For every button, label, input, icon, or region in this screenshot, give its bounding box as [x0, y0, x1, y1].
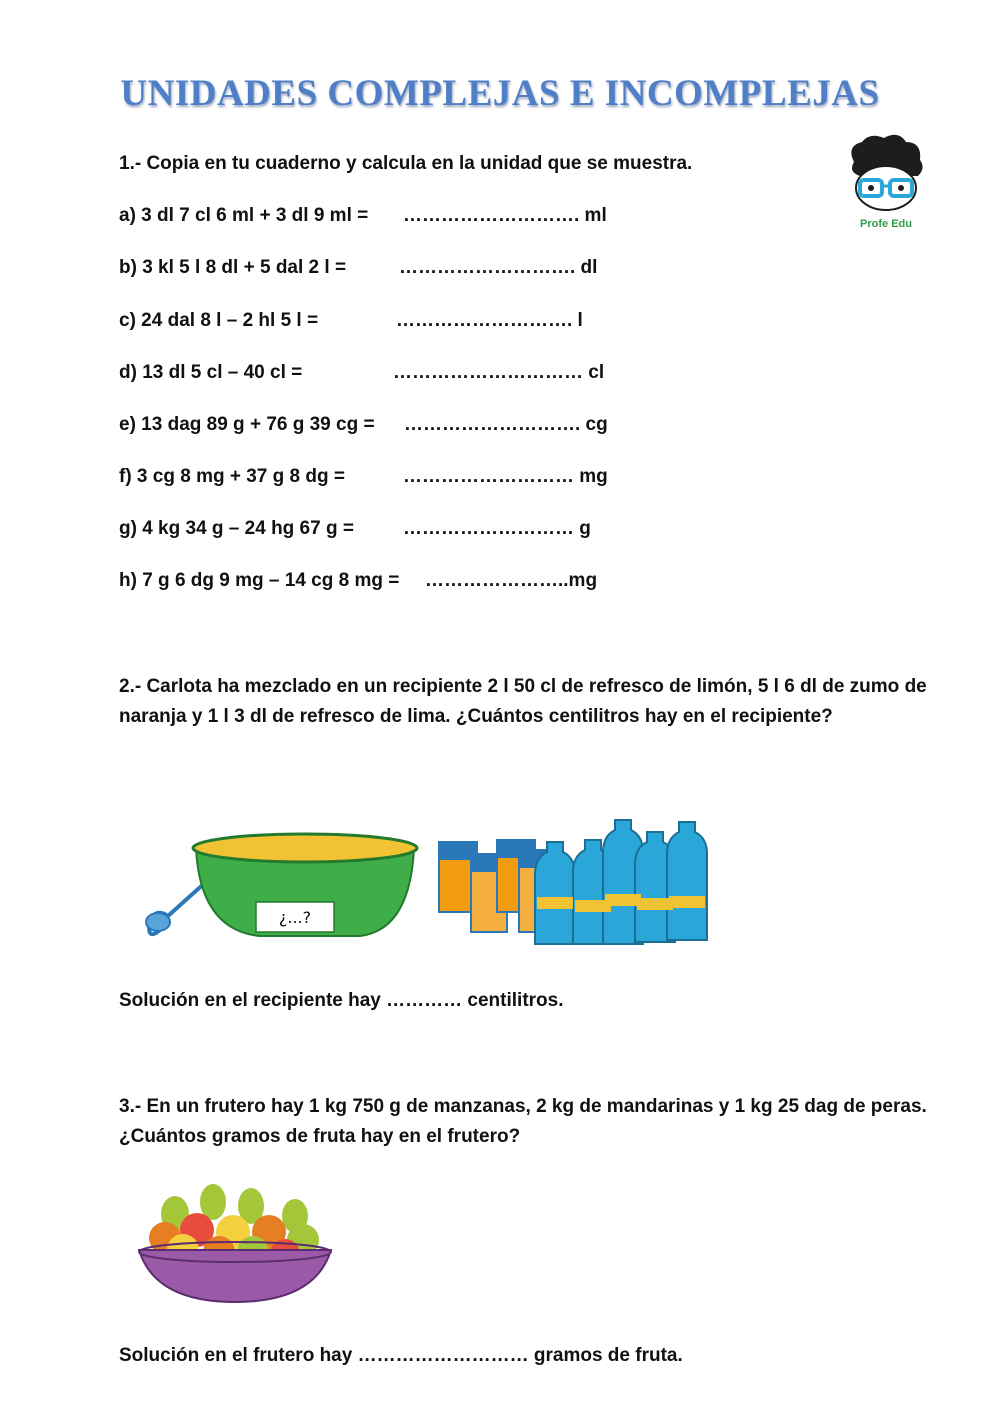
- exercise-e-expression: e) 13 dag 89 g + 76 g 39 cg =: [119, 414, 375, 435]
- logo-label: Profe Edu: [860, 218, 912, 230]
- fruit-bowl-illustration: [135, 1180, 335, 1305]
- question-3-solution: Solución en el frutero hay ……………………… gramos de fruta.: [119, 1345, 683, 1366]
- drinks-illustration: [435, 812, 715, 947]
- punch-bowl-illustration: [140, 830, 420, 950]
- exercise-e-answer: ………………………. cg: [404, 414, 608, 435]
- exercise-h-answer: …………………..mg: [425, 570, 598, 591]
- question-1-heading: 1.- Copia en tu cuaderno y calcula en la unidad que se muestra.: [119, 153, 693, 174]
- exercise-g-answer: ……………………… g: [403, 518, 591, 539]
- exercise-f-answer: ……………………… mg: [403, 466, 608, 487]
- exercise-g-expression: g) 4 kg 34 g – 24 hg 67 g =: [119, 518, 354, 539]
- question-2-text: 2.- Carlota ha mezclado en un recipiente 2 l 50 cl de refresco de limón, 5 l 6 dl de zumo de naranja y 1 l 3 dl de refresco de lima. ¿Cuántos centilitros hay en el recipiente?: [119, 676, 927, 727]
- profe-edu-logo: [840, 132, 932, 232]
- exercise-f-expression: f) 3 cg 8 mg + 37 g 8 dg =: [119, 466, 345, 487]
- exercise-d-expression: d) 13 dl 5 cl – 40 cl =: [119, 362, 303, 383]
- exercise-a-expression: a) 3 dl 7 cl 6 ml + 3 dl 9 ml =: [119, 205, 369, 226]
- exercise-b-expression: b) 3 kl 5 l 8 dl + 5 dal 2 l =: [119, 257, 347, 278]
- exercise-a-answer: ………………………. ml: [403, 205, 607, 226]
- question-3-text: 3.- En un frutero hay 1 kg 750 g de manzanas, 2 kg de mandarinas y 1 kg 25 dag de peras. ¿Cuántos gramos de fruta hay en el frutero?: [119, 1096, 927, 1147]
- water-bottles: [535, 820, 707, 944]
- exercise-b-answer: ………………………. dl: [399, 257, 598, 278]
- bowl-label: ¿...?: [278, 908, 312, 927]
- exercise-c-answer: ………………………. l: [396, 310, 583, 331]
- exercise-h-expression: h) 7 g 6 dg 9 mg – 14 cg 8 mg =: [119, 570, 400, 591]
- exercise-c-expression: c) 24 dal 8 l – 2 hl 5 l =: [119, 310, 319, 331]
- page-title: UNIDADES COMPLEJAS E INCOMPLEJAS: [120, 73, 880, 114]
- question-2-solution: Solución en el recipiente hay ………… centilitros.: [119, 990, 564, 1011]
- exercise-d-answer: ………………………… cl: [393, 362, 605, 383]
